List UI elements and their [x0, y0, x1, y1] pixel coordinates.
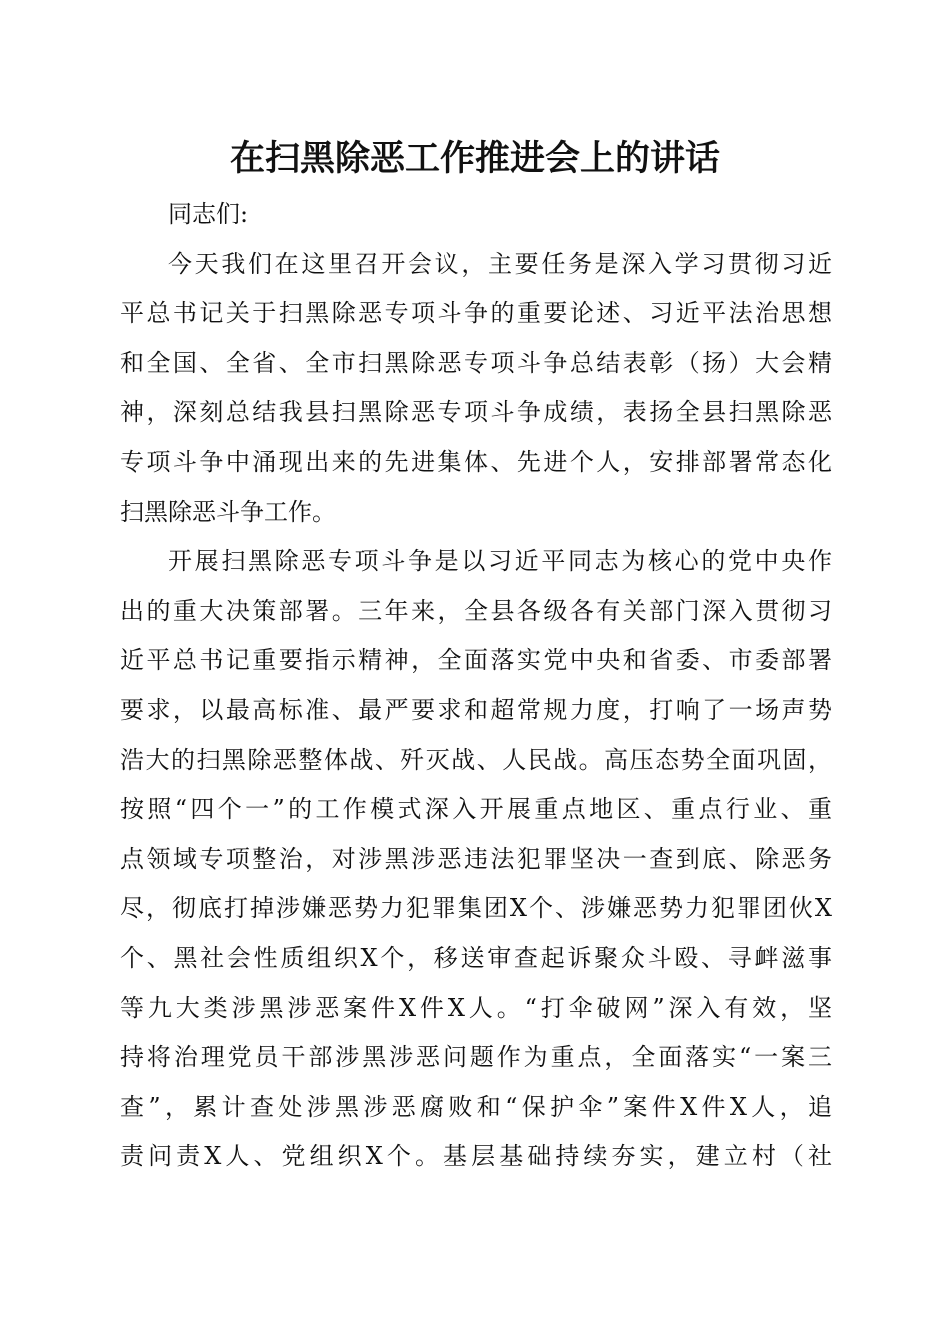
paragraph-2-line-5: 浩大的扫黑除恶整体战、歼灭战、人民战。高压态势全面巩固，	[120, 745, 832, 774]
document-body	[120, 190, 832, 1182]
paragraph-2-line-4: 要求，以最高标准、最严要求和超常规力度，打响了一场声势	[120, 695, 832, 724]
document-title: 在扫黑除恶工作推进会上的讲话	[229, 138, 720, 179]
paragraph-2-line-3: 近平总书记重要指示精神，全面落实党中央和省委、市委部署	[120, 646, 832, 675]
paragraph-2-line-7: 点领域专项整治，对涉黑涉恶违法犯罪坚决一查到底、除恶务	[120, 844, 832, 873]
paragraph-1-line-2: 平总书记关于扫黑除恶专项斗争的重要论述、习近平法治思想	[120, 299, 832, 328]
paragraph-1-line-6: 扫黑除恶斗争工作。	[120, 497, 336, 526]
paragraph-2-line-1: 开展扫黑除恶专项斗争是以习近平同志为核心的党中央作	[168, 547, 832, 576]
paragraph-1-line-5: 专项斗争中涌现出来的先进集体、先进个人，安排部署常态化	[120, 447, 832, 476]
paragraph-1-line-1: 今天我们在这里召开会议，主要任务是深入学习贯彻习近	[168, 249, 832, 278]
paragraph-1-line-3: 和全国、全省、全市扫黑除恶专项斗争总结表彰（扬）大会精	[120, 348, 832, 377]
greeting: 同志们:	[168, 200, 249, 228]
paragraph-2-line-10: 等九大类涉黑涉恶案件X件X人。“打伞破网”深入有效，坚	[120, 993, 832, 1022]
paragraph-2-line-12: 查”，累计查处涉黑涉恶腐败和“保护伞”案件X件X人，追	[120, 1092, 832, 1121]
paragraph-2-line-9: 个、黑社会性质组织X个，移送审查起诉聚众斗殴、寻衅滋事	[120, 943, 832, 972]
paragraph-2-line-8: 尽，彻底打掉涉嫌恶势力犯罪集团X个、涉嫌恶势力犯罪团伙X	[120, 894, 832, 923]
paragraph-2-line-13: 责问责X人、党组织X个。基层基础持续夯实，建立村（社	[120, 1142, 832, 1171]
paragraph-1-line-4: 神，深刻总结我县扫黑除恶专项斗争成绩，表扬全县扫黑除恶	[120, 398, 832, 427]
paragraph-2-line-6: 按照“四个一”的工作模式深入开展重点地区、重点行业、重	[120, 795, 832, 824]
paragraph-2-line-11: 持将治理党员干部涉黑涉恶问题作为重点，全面落实“一案三	[120, 1043, 832, 1072]
paragraph-2-line-2: 出的重大决策部署。三年来，全县各级各有关部门深入贯彻习	[120, 596, 832, 625]
